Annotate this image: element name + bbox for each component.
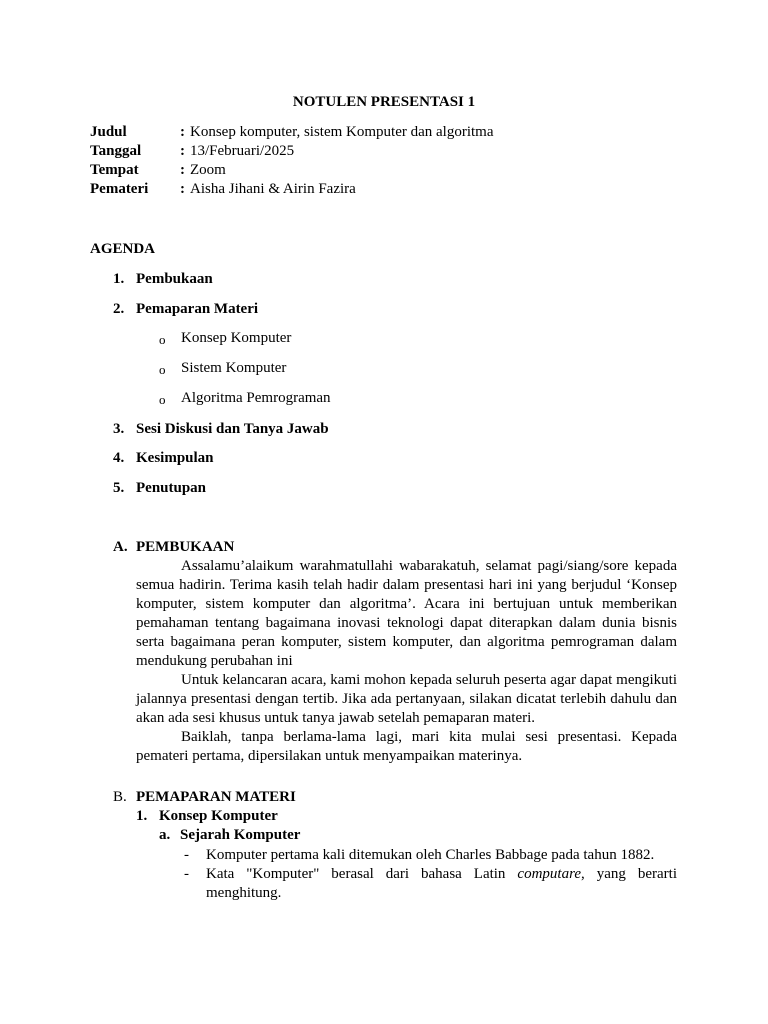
meta-key: Tanggal [90,143,142,159]
agenda-item-number: 1. [113,271,125,287]
list-item-text: Kata "Komputer" berasal dari bahasa Latin [206,866,518,882]
subsection-number: 1. [136,808,148,824]
meta-row-judul [90,123,690,142]
latin-term: computare [517,866,582,882]
meta-row-pemateri [90,180,690,199]
hollow-bullet-icon: o [159,362,166,377]
meta-row-tempat [90,161,690,180]
agenda-subitem: Algoritma Pemrograman [181,390,331,406]
meta-key: Judul [90,124,127,140]
agenda-subitem: Sistem Komputer [181,360,287,376]
agenda-item-number: 5. [113,480,125,496]
agenda-heading: AGENDA [90,241,156,257]
subsubsection-heading: Sejarah Komputer [180,827,301,843]
meta-row-tanggal [90,142,690,161]
hollow-bullet-icon: o [159,392,166,407]
section-heading-pembukaan: PEMBUKAAN [136,539,235,555]
section-letter: A. [113,539,128,555]
hollow-bullet-icon: o [159,332,166,347]
subsubsection-letter: a. [159,827,171,843]
paragraph: Assalamu’alaikum warahmatullahi wabarakatuh, selamat pagi/siang/sore kepada semua hadirin. Terima kasih telah hadir dalam presentasi hari ini yang berjudul ‘Konsep komputer, sistem komputer dan algoritma’. Acara ini bertujuan untuk memberikan pemahaman tentang bagaimana inovasi teknologi dapat diterapkan dalam dunia bisnis serta bagaimana peran komputer, sistem komputer, dan algoritma pemrograman dalam mendukung perubahan ini [136,558,677,669]
agenda-item-sesi-diskusi: Sesi Diskusi dan Tanya Jawab [136,421,329,437]
agenda-item-kesimpulan: Kesimpulan [136,450,214,466]
agenda-item-number: 2. [113,301,125,317]
section-heading-pemaparan: PEMAPARAN MATERI [136,789,296,805]
list-item: Komputer pertama kali ditemukan oleh Charles Babbage pada tahun 1882. [206,847,655,863]
meta-value: Konsep komputer, sistem Komputer dan algoritma [190,124,494,140]
dash-bullet: - [184,866,189,882]
paragraph: Baiklah, tanpa berlama-lama lagi, mari kita mulai sesi presentasi. Kepada pemateri pertama, dipersilakan untuk menyampaikan materinya. [136,729,677,764]
list-item-text: , yang berarti menghitung. [206,866,677,901]
agenda-item-number: 4. [113,450,125,466]
meta-key: Tempat [90,162,139,178]
document-title: NOTULEN PRESENTASI 1 [292,94,476,110]
meta-colon: : [180,162,185,178]
section-letter: B. [113,789,127,805]
paragraph: Untuk kelancaran acara, kami mohon kepada seluruh peserta agar dapat mengikuti jalannya presentasi dengan tertib. Jika ada pertanyaan, silakan dicatat terlebih dahulu dan akan ada sesi khusus untuk tanya jawab setelah pemaparan materi. [136,672,677,726]
agenda-item-penutupan: Penutupan [136,480,207,496]
list-item [206,865,677,903]
meta-value: Aisha Jihani & Airin Fazira [190,181,356,197]
meta-key: Pemateri [90,181,149,197]
meta-value: 13/Februari/2025 [190,143,295,159]
meta-colon: : [180,124,185,140]
agenda-item-number: 3. [113,421,125,437]
section-pembukaan-body [136,557,677,766]
meta-colon: : [180,143,185,159]
agenda-subitem: Konsep Komputer [181,330,292,346]
agenda-item-pembukaan: Pembukaan [136,271,213,287]
subsection-heading: Konsep Komputer [159,808,278,824]
dash-bullet: - [184,847,189,863]
meta-value: Zoom [190,162,226,178]
agenda-item-pemaparan-materi: Pemaparan Materi [136,301,259,317]
meta-colon: : [180,181,185,197]
